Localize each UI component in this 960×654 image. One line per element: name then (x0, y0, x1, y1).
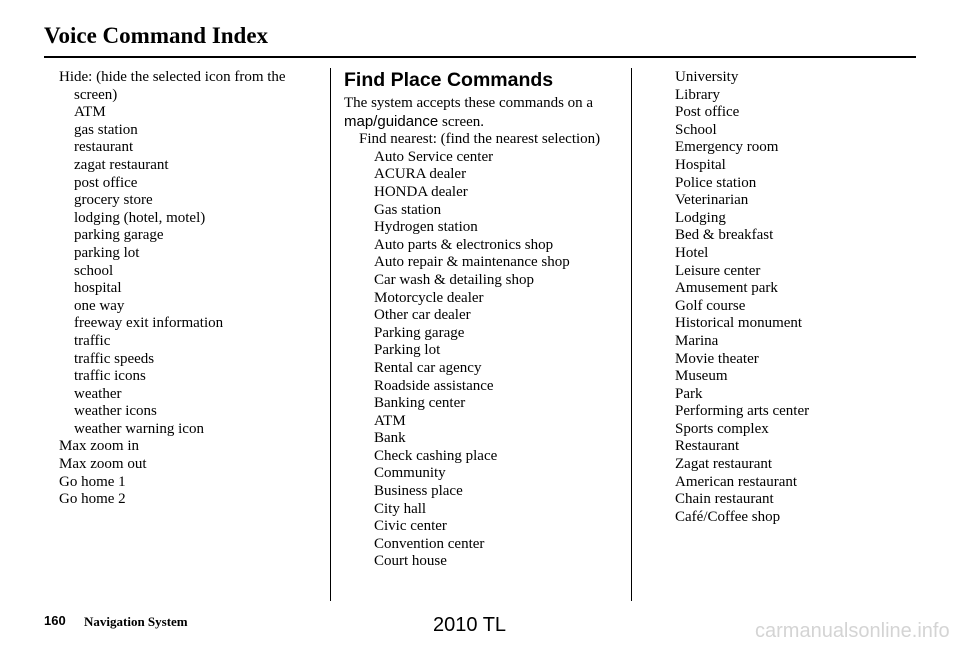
list-item: Library (675, 86, 720, 103)
list-item: weather warning icon (74, 420, 204, 437)
title-rule (44, 56, 916, 58)
list-item: Hotel (675, 244, 709, 261)
find-items-list (344, 149, 624, 571)
list-item: Marina (675, 332, 719, 349)
list-item: Court house (374, 553, 447, 570)
list-item: post office (74, 174, 138, 191)
list-item: Historical monument (675, 315, 803, 332)
column-3 (675, 69, 915, 526)
list-item: Auto parts & electronics shop (374, 236, 554, 253)
page-title: Voice Command Index (44, 23, 269, 48)
list-item: Banking center (374, 395, 466, 412)
list-item: ATM (74, 104, 106, 121)
list-item: Bank (374, 430, 406, 447)
list-item: Bed & breakfast (675, 227, 774, 244)
list-item: American restaurant (675, 473, 798, 490)
list-item: Other car dealer (374, 307, 471, 324)
model-label: 2010 TL (433, 614, 507, 636)
screen-name: map/guidance (344, 112, 439, 130)
column-2 (344, 69, 624, 571)
hide-command: Hide: (hide the selected icon from the screen) (59, 69, 286, 103)
list-item: hospital (74, 280, 122, 297)
hide-items-list (59, 104, 321, 438)
list-item: Restaurant (675, 438, 740, 455)
column-divider (330, 68, 331, 601)
list-item: Community (374, 465, 446, 482)
list-item: lodging (hotel, motel) (74, 209, 206, 226)
list-item: Park (675, 385, 703, 402)
list-item: Hydrogen station (374, 219, 478, 236)
intro-text-end: screen. (441, 113, 485, 130)
list-item: Civic center (374, 518, 447, 535)
list-item: weather icons (74, 403, 157, 420)
list-item: gas station (74, 121, 138, 138)
list-item: parking lot (74, 244, 140, 261)
list-item: Lodging (675, 209, 726, 226)
list-item: Auto Service center (374, 148, 494, 165)
list-item: Performing arts center (675, 403, 810, 420)
list-item: traffic (74, 332, 111, 349)
find-nearest-command: Find nearest: (find the nearest selection) (359, 131, 601, 148)
list-item: restaurant (74, 139, 134, 156)
list-item: Café/Coffee shop (675, 508, 781, 525)
list-item: zagat restaurant (74, 156, 169, 173)
list-item: school (74, 262, 114, 279)
list-item: HONDA dealer (374, 183, 468, 200)
section-intro (344, 95, 624, 131)
footer-label: Navigation System (84, 614, 188, 629)
list-item: Leisure center (675, 262, 761, 279)
list-item: Convention center (374, 535, 485, 552)
page-number: 160 (44, 613, 66, 628)
list-item: Max zoom out (59, 456, 147, 473)
list-item: ATM (374, 412, 406, 429)
intro-text: The system accepts these commands on a (344, 95, 594, 111)
list-item: Go home 2 (59, 491, 126, 508)
list-item: grocery store (74, 192, 153, 209)
list-item: Golf course (675, 297, 746, 314)
list-item: City hall (374, 500, 427, 517)
column-divider (631, 68, 632, 601)
list-item: Police station (675, 174, 757, 191)
list-item: Museum (675, 368, 728, 385)
list-item: Sports complex (675, 420, 769, 437)
list-item: Zagat restaurant (675, 456, 773, 473)
list-item: ACURA dealer (374, 166, 467, 183)
watermark: carmanualsonline.info (755, 620, 950, 642)
list-item: weather (74, 385, 122, 402)
list-item: Parking garage (374, 324, 465, 341)
list-item: parking garage (74, 227, 164, 244)
list-item: Car wash & detailing shop (374, 271, 534, 288)
section-heading: Find Place Commands (344, 69, 554, 91)
list-item: Post office (675, 104, 740, 121)
list-item: Amusement park (675, 280, 778, 297)
list-item: Chain restaurant (675, 491, 774, 508)
list-item: Hospital (675, 156, 726, 173)
list-item: Parking lot (374, 342, 441, 359)
column-1 (59, 69, 321, 509)
list-item: Emergency room (675, 139, 779, 156)
list-item: Veterinarian (675, 192, 749, 209)
list-item: Gas station (374, 201, 442, 218)
list-item: Auto repair & maintenance shop (374, 254, 570, 271)
list-item: Motorcycle dealer (374, 289, 484, 306)
list-item: School (675, 121, 717, 138)
list-item: Business place (374, 483, 463, 500)
list-item: traffic speeds (74, 350, 155, 367)
list-item: one way (74, 297, 125, 314)
list-item: Movie theater (675, 350, 759, 367)
list-item: University (675, 69, 739, 85)
list-item: Go home 1 (59, 473, 126, 490)
list-item: Rental car agency (374, 359, 482, 376)
list-item: Roadside assistance (374, 377, 494, 394)
list-item: freeway exit information (74, 315, 224, 332)
list-item: Check cashing place (374, 447, 498, 464)
list-item: Max zoom in (59, 438, 139, 455)
list-item: traffic icons (74, 368, 146, 385)
